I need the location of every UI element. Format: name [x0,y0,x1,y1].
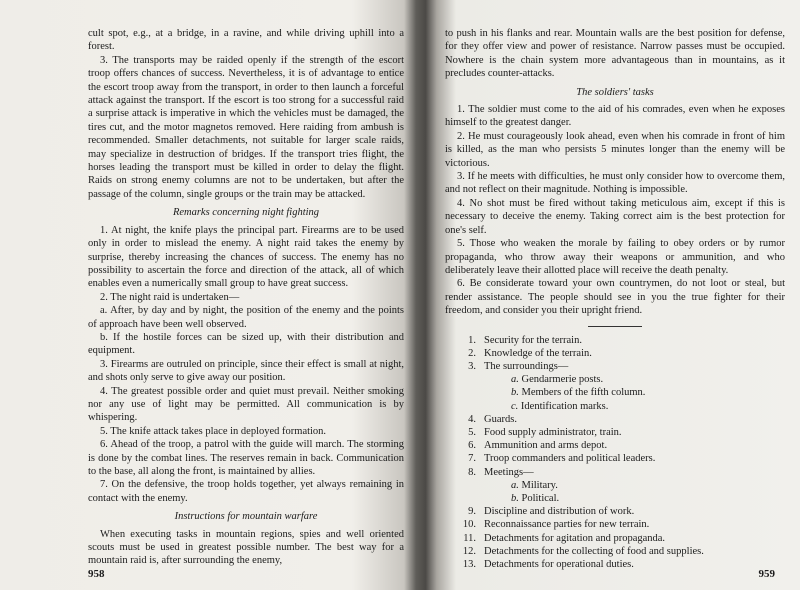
right-page [445,0,785,590]
paragraph: to push in his flanks and rear. Mountain walls are the best position for defense, for they offer view and power of resistance. Narrow passes must be occupied. Nowhere is the chain system more advantageous than in mountains, as it precludes counter-attacks. [445,28,785,80]
list-item: 2. Knowledge of the terrain. [468,347,592,359]
section-divider [588,326,642,327]
sub-list [480,479,785,505]
left-page [88,0,404,590]
numbered-list [445,334,785,572]
sub-list-item: a. Gendarmerie posts. [511,374,604,386]
sub-list-item: a. Military. [511,479,558,491]
paragraph: 6. Ahead of the troop, a patrol with the guide will march. The storming is done by the combat lines. The reserves remain in back. Communication to the base, all along the front, is maintained by allies. [88,439,404,477]
list-item: 5. Food supply administrator, train. [468,426,622,438]
paragraph: 7. On the defensive, the troop holds together, yet always remaining in contact with the enemy. [88,479,404,504]
paragraph: 3. If he meets with difficulties, he must only consider how to overcome them, and not reflect on their magnitude. Nothing is impossible. [445,171,785,196]
sub-list [480,373,785,413]
paragraph: 5. The knife attack takes place in deployed formation. [100,425,327,437]
paragraph: 3. Firearms are outruled on principle, since their effect is small at night, and shots only serve to give away our position. [88,358,404,384]
list-item: 9. Discipline and distribution of work. [468,506,635,518]
paragraph: b. If the hostile forces can be sized up, with their distribution and equipment. [88,331,404,357]
section-heading-soldiers-tasks: The soldiers' tasks [576,86,654,98]
sub-list-item: c. Identification marks. [511,400,609,412]
list-item: 12. Detachments for the collecting of food and supplies. [462,545,704,557]
list-item: 10. Reconnaissance parties for new terrain. [462,519,650,531]
list-item: 8. Meetings— a. Military. b. Political. [463,466,785,506]
section-heading-mountain-warfare: Instructions for mountain warfare [174,511,318,523]
paragraph: 1. The soldier must come to the aid of his comrades, even when he exposes himself to the greatest danger. [445,104,785,129]
list-item: 3. The surroundings— a. Gendarmerie posts. b. Members of the fifth column. c. Identification marks. [463,360,785,413]
right-column [445,27,785,571]
paragraph: When executing tasks in mountain regions, spies and well oriented scouts must be used in greatest possible number. The best way for a mountain raid is, after surrounding the enemy, [88,528,404,567]
page-number-right: 959 [758,568,775,580]
list-item: 13. Detachments for operational duties. [462,558,634,570]
paragraph: 1. At night, the knife plays the principal part. Firearms are to be used only in order to mislead the enemy. A night raid takes the enemy by surprise, thereby increasing the chances of success. The enemy has no possibility to ascertain the force and direction of the attack, all of which enables even a numerically small group to have great success. [88,224,404,290]
page-number-left: 958 [88,568,105,580]
sub-list-item: b. Members of the fifth column. [511,387,646,399]
left-column [88,27,404,568]
section-heading-night-fighting: Remarks concerning night fighting [172,207,320,219]
paragraph: 2. The night raid is undertaken— [100,291,240,303]
paragraph: 2. He must courageously look ahead, even when his comrade in front of him is killed, as the man who persists 5 minutes longer than the enemy will be victorious. [445,130,785,169]
list-item: 1. Security for the terrain. [468,334,582,346]
list-item: 7. Troop commanders and political leaders. [468,453,656,465]
paragraph: a. After, by day and by night, the position of the enemy and the points of approach have been well observed. [88,305,404,330]
sub-list-item: b. Political. [511,492,560,504]
paragraph: 4. The greatest possible order and quiet must prevail. Neither smoking nor any use of light may be permitted. All communication is by whispering. [88,385,404,424]
paragraph: 6. Be considerate toward your own countrymen, do not loot or steal, but render assistance. The people should see in you the true fighter for their freedom, and consider you their upright friend. [445,278,785,317]
paragraph: cult spot, e.g., at a bridge, in a ravine, and while driving uphill into a forest. [88,28,404,53]
paragraph: 4. No shot must be fired without taking meticulous aim, except if this is necessary to deceive the enemy. Taking correct aim is the best protection for one's self. [445,197,785,236]
list-item: 4. Guards. [468,413,517,425]
paragraph: 5. Those who weaken the morale by failing to obey orders or by rumor propaganda, who throw away their weapons or ammunition, and who deliberately leave their allotted place will receive the death penalty. [445,238,785,276]
paragraph: 3. The transports may be raided openly if the strength of the escort troop offers chances of success. Nevertheless, it is of advantage to entice the escort troop away from the transport, in order to then launch a forceful attack against the transport. If the escort is too strong for a successful raid a surprise attack is imperative in which the vehicles must be damaged, the tires cut, and the motor magnetos removed. Here raiding from ambush is recommended. Smaller detachments, not suitable for larger scale raids, may specialize in destruction of bridges. If the transport tries flight, the horses leading the transport must be killed in order to delay the flight. Raids on strong enemy columns are not to be undertaken, but after the passage of the column, single groups or the train may be attacked. [88,54,404,200]
list-item: 6. Ammunition and arms depot. [468,440,608,452]
list-item: 11. Detachments for agitation and propaganda. [463,532,666,544]
